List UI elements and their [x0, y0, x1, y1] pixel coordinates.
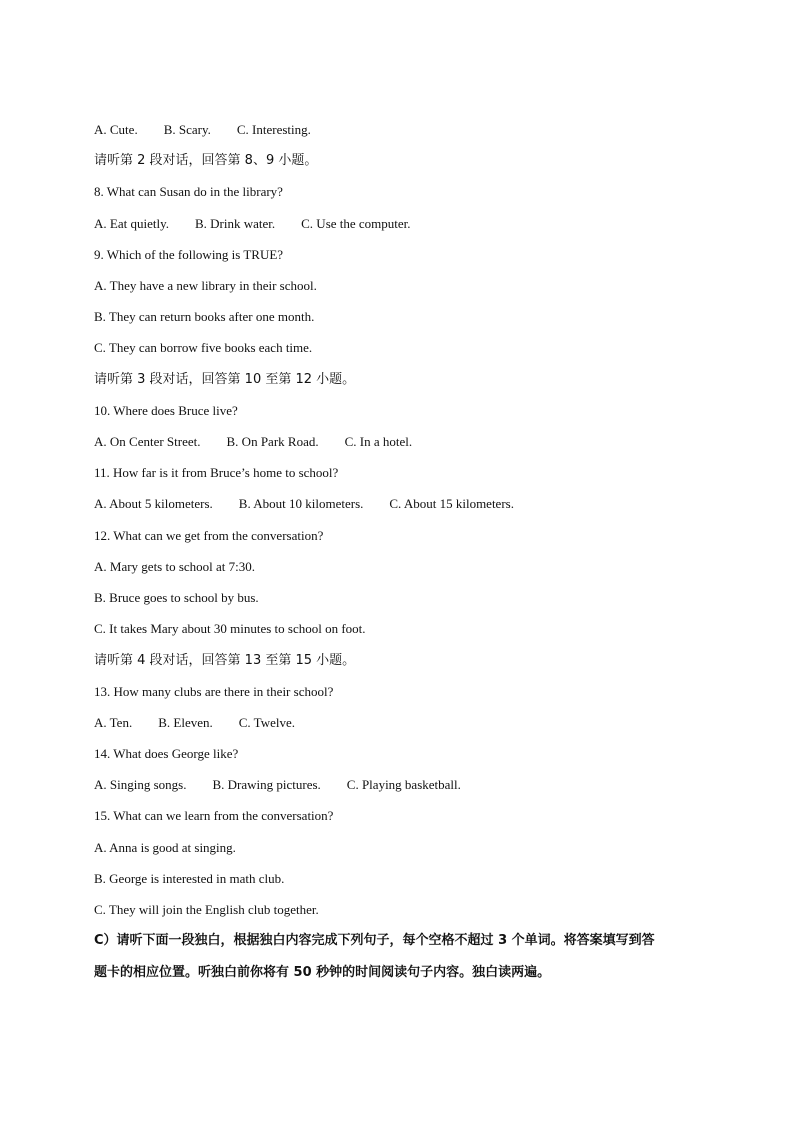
question-line: A. Anna is good at singing.: [94, 840, 236, 855]
question-line: 12. What can we get from the conversation?: [94, 528, 324, 543]
answer-option: A. Ten.: [94, 715, 133, 730]
section-heading: 请听第 2 段对话，回答第 8、9 小题。: [94, 153, 318, 168]
answer-option: C. Interesting.: [236, 122, 311, 137]
answer-option: A. Cute.: [94, 122, 138, 137]
answer-option: C. About 15 kilometers.: [389, 496, 514, 511]
question-line: 14. What does George like?: [94, 746, 239, 761]
answer-options: [94, 122, 311, 138]
question-line: 9. Which of the following is TRUE?: [94, 247, 284, 262]
question-line: C. It takes Mary about 30 minutes to school on foot.: [94, 621, 366, 636]
question-line: A. Mary gets to school at 7:30.: [94, 559, 256, 574]
answer-options: [94, 216, 411, 232]
answer-option: C. In a hotel.: [344, 434, 413, 449]
answer-option: A. On Center Street.: [94, 434, 201, 449]
question-line: C. They can borrow five books each time.: [94, 340, 313, 355]
question-line: B. They can return books after one month.: [94, 309, 315, 324]
answer-option: A. About 5 kilometers.: [94, 496, 213, 511]
question-line: 10. Where does Bruce live?: [94, 403, 238, 418]
question-line: B. George is interested in math club.: [94, 871, 285, 886]
answer-option: C. Playing basketball.: [346, 777, 461, 792]
question-line: 13. How many clubs are there in their school?: [94, 684, 334, 699]
answer-option: A. Singing songs.: [94, 777, 187, 792]
answer-option: B. Eleven.: [158, 715, 213, 730]
question-line: C. They will join the English club together.: [94, 902, 319, 917]
answer-option: B. Drink water.: [194, 216, 276, 231]
answer-option: C. Twelve.: [238, 715, 295, 730]
answer-options: [94, 777, 461, 793]
question-line: A. They have a new library in their school.: [94, 278, 317, 293]
answer-option: A. Eat quietly.: [94, 216, 169, 231]
answer-option: C. Use the computer.: [301, 216, 411, 231]
section-heading: 请听第 3 段对话，回答第 10 至第 12 小题。: [94, 372, 356, 387]
question-line: 15. What can we learn from the conversation?: [94, 808, 334, 823]
answer-option: B. On Park Road.: [226, 434, 319, 449]
answer-options: [94, 496, 514, 512]
answer-option: B. Drawing pictures.: [212, 777, 321, 792]
question-line: B. Bruce goes to school by bus.: [94, 590, 259, 605]
question-line: 11. How far is it from Bruce’s home to school?: [94, 465, 339, 480]
section-heading: 请听第 4 段对话，回答第 13 至第 15 小题。: [94, 653, 356, 668]
answer-option: B. Scary.: [163, 122, 211, 137]
answer-option: B. About 10 kilometers.: [238, 496, 364, 511]
section-instruction: 题卡的相应位置。听独白前你将有 50 秒钟的时间阅读句子内容。独白读两遍。: [94, 965, 551, 980]
section-instruction: C）请听下面一段独白，根据独白内容完成下列句子，每个空格不超过 3 个单词。将答案填写到答: [94, 933, 655, 948]
question-line: 8. What can Susan do in the library?: [94, 184, 283, 199]
answer-options: [94, 715, 295, 731]
answer-options: [94, 434, 412, 450]
